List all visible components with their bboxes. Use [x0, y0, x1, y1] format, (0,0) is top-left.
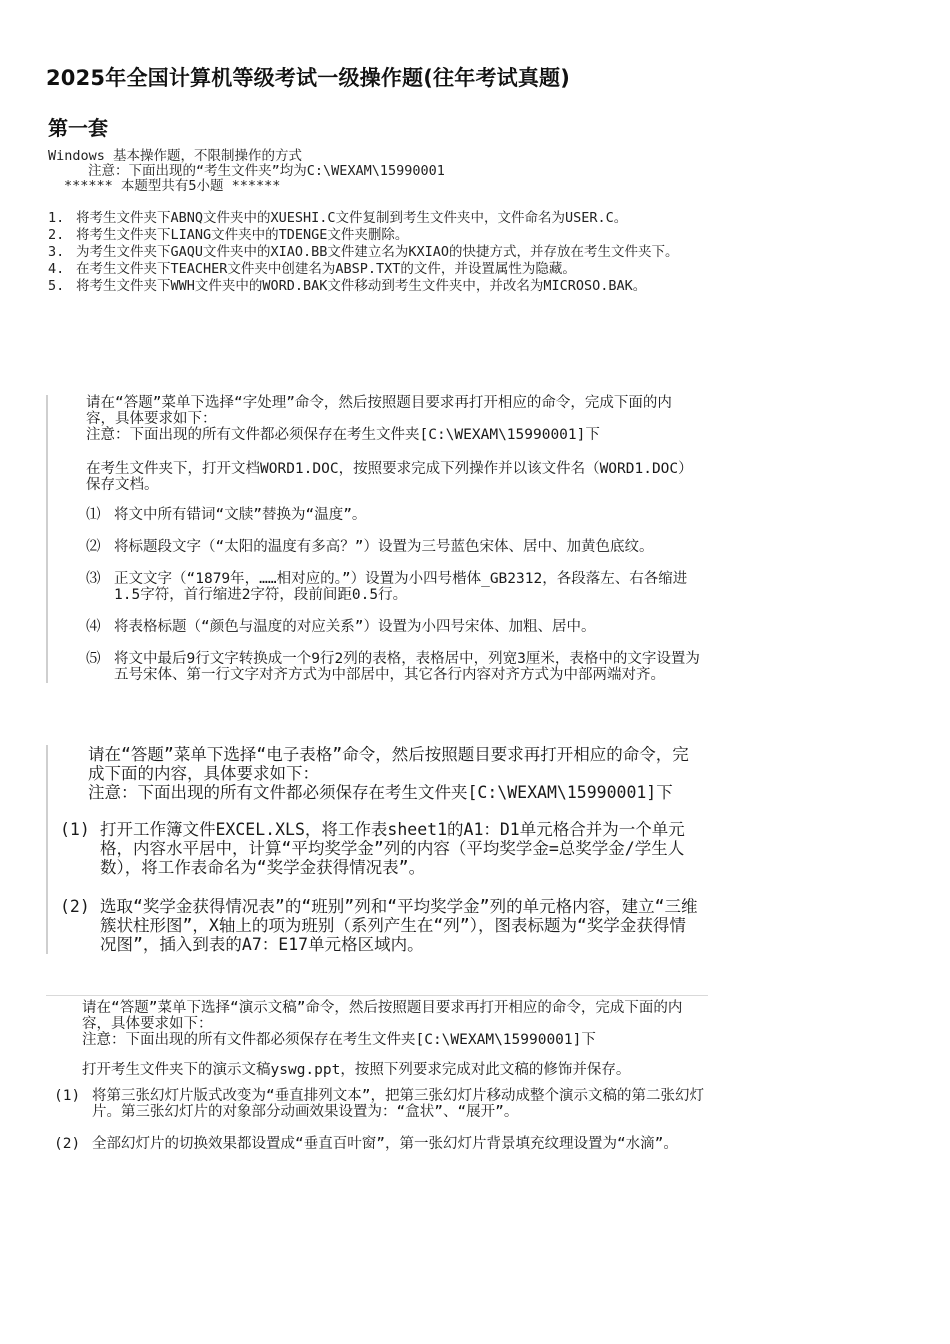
windows-question-number: 2. [48, 227, 65, 243]
excel-question-list [52, 820, 702, 954]
excel-question-text: 打开工作簿文件EXCEL.XLS，将工作表sheet1的A1：D1单元格合并为一个单元格，内容水平居中，计算“平均奖学金”列的内容（平均奖学金=总奖学金/学生人数），将工作表命名为“奖学金获得情况表”。 [100, 820, 685, 877]
windows-question-number: 1. [48, 210, 65, 226]
ppt-question-number: (2) [54, 1136, 81, 1152]
word-question-text: 将文中所有错词“文牍”替换为“温度”。 [114, 507, 367, 523]
document-title: 2025年全国计算机等级考试一级操作题(往年考试真题) [46, 66, 571, 90]
set-title: 第一套 [48, 116, 108, 140]
word-question [50, 619, 700, 635]
word-question-list [50, 507, 700, 683]
windows-question [48, 245, 698, 260]
word-question-text: 将表格标题（“颜色与温度的对应关系”）设置为小四号宋体、加粗、居中。 [114, 619, 596, 635]
word-question [50, 507, 700, 523]
windows-question-text: 将考生文件夹下ABNQ文件夹中的XUESHI.C文件复制到考生文件夹中，文件命名为USER.C。 [76, 210, 628, 226]
word-question-number: ⑶ [86, 571, 101, 587]
word-section [46, 395, 700, 683]
windows-question [48, 211, 698, 226]
ppt-question-text: 全部幻灯片的切换效果都设置成“垂直百叶窗”，第一张幻灯片背景填充纹理设置为“水滴”。 [92, 1136, 678, 1152]
word-question [50, 539, 700, 555]
windows-heading: Windows 基本操作题，不限制操作的方式 [48, 148, 303, 164]
ppt-intro: 请在“答题”菜单下选择“演示文稿”命令，然后按照题目要求再打开相应的命令，完成下面的内容，具体要求如下： [82, 1000, 683, 1032]
word-question-text: 将标题段文字（“太阳的温度有多高？”）设置为三号蓝色宋体、居中、加黄色底纹。 [114, 539, 654, 555]
ppt-section [46, 995, 708, 1152]
word-question-number: ⑴ [86, 507, 101, 523]
ppt-question [46, 1136, 708, 1152]
word-question [50, 571, 700, 603]
excel-question-text: 选取“奖学金获得情况表”的“班别”列和“平均奖学金”列的单元格内容，建立“三维簇状柱形图”，X轴上的项为班别（系列产生在“列”），图表标题为“奖学金获得情况图”，插入到表的A7：E17单元格区域内。 [100, 897, 698, 954]
windows-question [48, 262, 698, 277]
ppt-question [46, 1088, 708, 1120]
windows-question-list [48, 211, 698, 294]
excel-question [52, 897, 702, 954]
ppt-open: 打开考生文件夹下的演示文稿yswg.ppt，按照下列要求完成对此文稿的修饰并保存。 [82, 1062, 631, 1078]
excel-question-number: (2) [60, 897, 90, 916]
windows-question-text: 在考生文件夹下TEACHER文件夹中创建名为ABSP.TXT的文件，并设置属性为隐藏。 [76, 261, 576, 277]
windows-question-text: 将考生文件夹下LIANG文件夹中的TDENGE文件夹删除。 [76, 227, 409, 243]
excel-note: 注意：下面出现的所有文件都必须保存在考生文件夹[C:\WEXAM\15990001]下 [88, 783, 673, 802]
excel-intro: 请在“答题”菜单下选择“电子表格”命令，然后按照题目要求再打开相应的命令，完成下面的内容，具体要求如下： [88, 745, 689, 783]
word-note: 注意：下面出现的所有文件都必须保存在考生文件夹[C:\WEXAM\15990001]下 [86, 427, 600, 443]
ppt-question-list [46, 1088, 708, 1152]
word-question-text: 正文文字（“1879年，……相对应的。”）设置为小四号楷体_GB2312，各段落左、右各缩进1.5字符，首行缩进2字符，段前间距0.5行。 [114, 571, 688, 603]
word-open: 在考生文件夹下，打开文档WORD1.DOC，按照要求完成下列操作并以该文件名（WORD1.DOC）保存文档。 [86, 461, 693, 493]
windows-question-text: 将考生文件夹下WWH文件夹中的WORD.BAK文件移动到考生文件夹中，并改名为MICROSO.BAK。 [76, 278, 647, 294]
ppt-question-number: (1) [54, 1088, 81, 1104]
windows-question-number: 5. [48, 278, 65, 294]
windows-question [48, 228, 698, 243]
word-question-number: ⑵ [86, 539, 101, 555]
word-question [50, 651, 700, 683]
excel-section [46, 745, 702, 954]
word-question-text: 将文中最后9行文字转换成一个9行2列的表格，表格居中，列宽3厘米，表格中的文字设置为五号宋体、第一行文字对齐方式为中部居中，其它各行内容对齐方式为中部两端对齐。 [114, 651, 700, 683]
excel-question [52, 820, 702, 877]
word-question-number: ⑷ [86, 619, 101, 635]
windows-question-number: 3. [48, 244, 65, 260]
windows-question-text: 为考生文件夹下GAQU文件夹中的XIAO.BB文件建立名为KXIAO的快捷方式，并存放在考生文件夹下。 [76, 244, 679, 260]
windows-note: 注意：下面出现的“考生文件夹”均为C:\WEXAM\15990001 [88, 163, 445, 179]
ppt-question-text: 将第三张幻灯片版式改变为“垂直排列文本”，把第三张幻灯片移动成整个演示文稿的第二张幻灯片。第三张幻灯片的对象部分动画效果设置为：“盒状”、“展开”。 [92, 1088, 704, 1120]
windows-section [48, 149, 698, 294]
word-intro: 请在“答题”菜单下选择“字处理”命令，然后按照题目要求再打开相应的命令，完成下面的内容，具体要求如下： [86, 395, 672, 427]
excel-question-number: (1) [60, 820, 90, 839]
windows-question [48, 279, 698, 294]
word-question-number: ⑸ [86, 651, 101, 667]
windows-question-number: 4. [48, 261, 65, 277]
ppt-note: 注意：下面出现的所有文件都必须保存在考生文件夹[C:\WEXAM\15990001]下 [82, 1032, 596, 1048]
windows-count: ****** 本题型共有5小题 ****** [64, 178, 281, 194]
